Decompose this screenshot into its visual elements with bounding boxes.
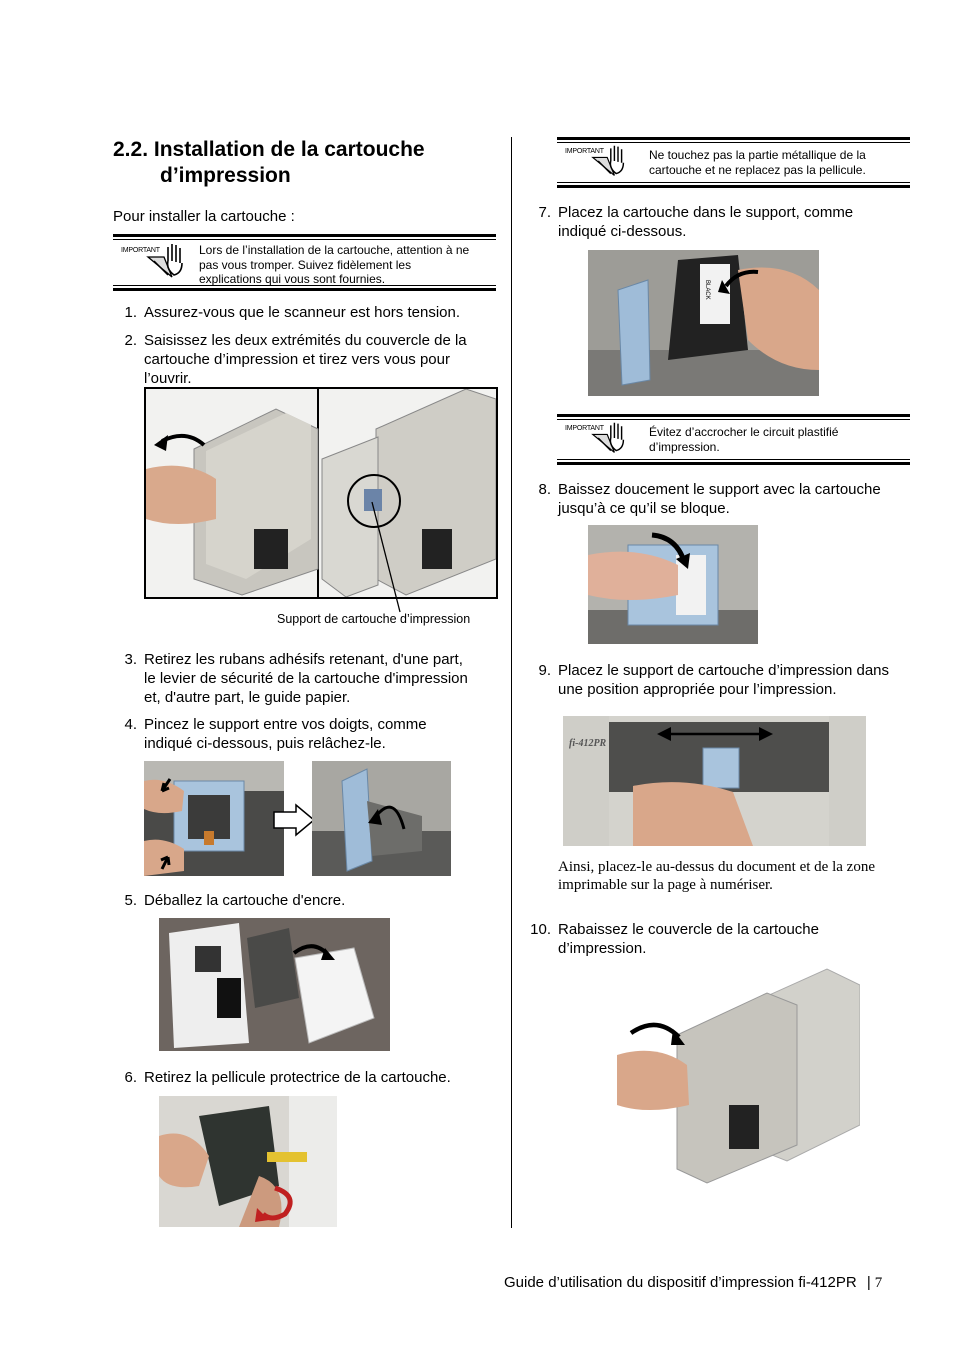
lower-support-photo [588, 525, 758, 644]
pinch-support-photo [144, 761, 284, 876]
footer [504, 1273, 882, 1293]
note2-text: Ne touchez pas la partie métallique de la cartouche et ne replacez pas la pellicule. [649, 148, 866, 177]
section-title-line1: Installation de la cartouche [153, 138, 425, 161]
position-support-photo [563, 716, 866, 846]
important-hand-icon [590, 420, 628, 456]
remove-film-photo [159, 1096, 337, 1227]
arrow-right-icon [272, 803, 316, 837]
important-note-1 [113, 234, 496, 291]
column-divider [511, 137, 512, 1228]
important-note-3: IMPORTANT Évitez d’accrocher le circuit plastifié d’impression. [557, 414, 910, 465]
important-note-2: IMPORTANT Ne touchez pas la partie métallique de la cartouche et ne replacez pas la pellicule. [557, 137, 910, 188]
place-cartridge-photo [588, 250, 819, 396]
section-number: 2.2. [113, 138, 149, 161]
open-cover-photo [144, 387, 498, 599]
unpack-cartridge-photo [159, 918, 390, 1051]
step9-note: Ainsi, placez-le au-dessus du document et de la zone imprimable sur la page à numériser. [558, 859, 875, 893]
important-hand-icon [146, 241, 186, 281]
note3-text: Évitez d’accrocher le circuit plastifié d’impression. [649, 425, 839, 454]
close-cover-photo [617, 965, 860, 1185]
intro-text: Pour installer la cartouche : [113, 208, 295, 225]
black-label: BLACK [704, 280, 710, 300]
section-title [113, 137, 425, 163]
section-title-line2: d’impression [160, 164, 291, 187]
page-number: 7 [874, 1275, 883, 1291]
model-logo: fi-412PR [569, 738, 607, 749]
pointer-line [368, 500, 408, 615]
note1-text: Lors de l’installation de la cartouche, attention à ne pas vous tromper. Suivez fidèlement les explications qui vous sont fournies. [199, 243, 470, 286]
footer-title: Guide d’utilisation du dispositif d’impression fi-412PR [504, 1274, 857, 1291]
important-hand-icon [590, 143, 628, 179]
caption-support: Support de cartouche d’impression [277, 612, 471, 626]
footer-separator: | [866, 1274, 871, 1291]
release-support-photo [312, 761, 451, 876]
important-label: IMPORTANT [121, 247, 160, 254]
